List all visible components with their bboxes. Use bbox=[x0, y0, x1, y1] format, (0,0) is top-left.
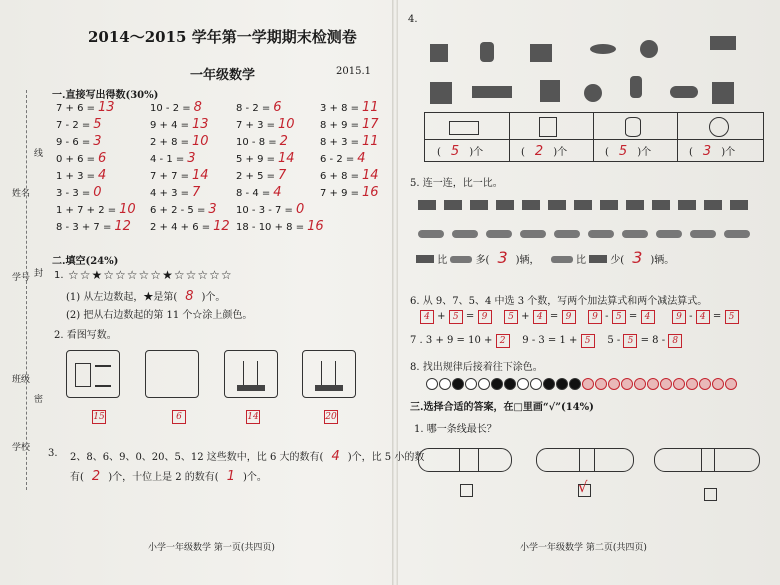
calc-question: 8 + 3 = bbox=[320, 137, 360, 148]
bead bbox=[569, 378, 581, 390]
q3-1-text: 1. 哪一条线最长？ bbox=[414, 424, 497, 435]
bead bbox=[712, 378, 724, 390]
abacus-base bbox=[237, 385, 265, 391]
truck-icon bbox=[678, 200, 696, 210]
calc-answer[interactable]: 10 bbox=[278, 117, 295, 132]
truck-icon bbox=[496, 200, 514, 210]
q1a-text: (1) 从左边数起，★是第( 8 )个。 bbox=[66, 289, 226, 304]
calc-answer[interactable]: 2 bbox=[279, 134, 288, 149]
calc-item bbox=[236, 202, 304, 217]
rope-wrap bbox=[701, 449, 715, 471]
page1-footer: 小学一年级数学 第一页(共四页) bbox=[148, 543, 275, 553]
calc-answer[interactable]: 7 bbox=[278, 168, 287, 183]
truck-icon bbox=[416, 255, 434, 263]
calc-answer[interactable]: 6 bbox=[273, 100, 282, 115]
page2-footer: 小学一年级数学 第二页(共四页) bbox=[520, 543, 647, 553]
calc-answer[interactable]: 3 bbox=[208, 202, 217, 217]
q4-answer-cuboid[interactable]: ( 5 )个 bbox=[437, 144, 484, 159]
calc-question: 2 + 8 = bbox=[150, 137, 190, 148]
calc-question: 10 - 8 = bbox=[236, 137, 277, 148]
truck-icon bbox=[470, 200, 488, 210]
calc-item bbox=[150, 185, 200, 200]
calc-question: 2 + 4 + 6 = bbox=[150, 222, 211, 233]
car-icon bbox=[486, 230, 512, 238]
calc-item bbox=[56, 100, 115, 115]
calc-item bbox=[320, 168, 379, 183]
empty-picture bbox=[145, 350, 199, 398]
bead bbox=[608, 378, 620, 390]
q2-text: 2. 看图写数。 bbox=[54, 330, 117, 341]
truck-icon bbox=[522, 200, 540, 210]
q6-answer-box[interactable]: 4 bbox=[641, 310, 655, 324]
calc-answer[interactable]: 16 bbox=[362, 185, 379, 200]
car-icon bbox=[418, 230, 444, 238]
abacus-picture-2 bbox=[302, 350, 356, 398]
calc-item bbox=[320, 117, 379, 132]
q3-num: 3. bbox=[48, 448, 58, 459]
calc-item bbox=[150, 202, 217, 217]
q6-answer-box[interactable]: 4 bbox=[420, 310, 434, 324]
q7-answer-2: 5 bbox=[581, 334, 595, 348]
bead bbox=[582, 378, 594, 390]
side-line: 线 bbox=[34, 149, 44, 159]
calc-item bbox=[56, 117, 102, 132]
q6-answer-box[interactable]: 5 bbox=[612, 310, 626, 324]
bead bbox=[686, 378, 698, 390]
q4-col-divider bbox=[509, 113, 510, 161]
section-1-heading: 一.直接写出得数(30%) bbox=[52, 90, 159, 101]
calc-item bbox=[320, 100, 379, 115]
q1b-text: (2) 把从右边数起的第 11 个☆涂上颜色。 bbox=[66, 310, 253, 321]
bead bbox=[517, 378, 529, 390]
side-id: 学号 bbox=[12, 273, 31, 283]
q4-row-divider bbox=[425, 139, 763, 140]
car-icon bbox=[690, 230, 716, 238]
abacus-rod bbox=[321, 361, 322, 385]
page-fold bbox=[392, 0, 398, 585]
bead bbox=[504, 378, 516, 390]
bead bbox=[673, 378, 685, 390]
cube-solid-icon bbox=[430, 44, 448, 62]
q2-answer-box-2[interactable]: 6 bbox=[172, 404, 186, 424]
exam-title: 2014～2015 学年第一学期期末检测卷 bbox=[88, 28, 357, 46]
calc-answer[interactable]: 4 bbox=[98, 168, 107, 183]
bead bbox=[543, 378, 555, 390]
q3-answer-2: 2 bbox=[91, 469, 101, 484]
q7-row: 7 . 3 + 9 = 10 + 2 9 - 3 = 1 + 5 5 - 5 = 8 - 8 bbox=[410, 334, 682, 348]
q6-answer-box[interactable]: 5 bbox=[725, 310, 739, 324]
q5-answer-line: 比 多( 3 )辆， 比 少( 3 )辆。 bbox=[416, 248, 674, 267]
calc-item bbox=[320, 134, 379, 149]
choice-box-3[interactable] bbox=[704, 488, 717, 501]
calc-item bbox=[236, 219, 324, 234]
calc-item bbox=[56, 151, 106, 166]
cuboid-solid-icon bbox=[710, 36, 736, 50]
calc-answer[interactable]: 17 bbox=[362, 117, 379, 132]
log-short bbox=[418, 448, 512, 472]
calc-item bbox=[150, 168, 209, 183]
side-school: 学校 bbox=[12, 443, 31, 453]
truck-icon bbox=[626, 200, 644, 210]
bundle-picture bbox=[66, 350, 120, 398]
calc-question: 10 - 2 = bbox=[150, 103, 191, 114]
exam-subject: 一年级数学 bbox=[190, 68, 256, 83]
calc-item bbox=[150, 219, 230, 234]
q1a-answer: 8 bbox=[185, 289, 194, 304]
q4-answer-cube[interactable]: ( 2 )个 bbox=[521, 144, 568, 159]
abacus-rod bbox=[335, 361, 336, 385]
q6-answer-box[interactable]: 5 bbox=[449, 310, 463, 324]
car-icon bbox=[554, 230, 580, 238]
bead bbox=[556, 378, 568, 390]
q8-text: 8. 找出规律后接着往下涂色。 bbox=[410, 362, 543, 373]
cylinder-solid-icon bbox=[630, 76, 642, 98]
q3-line2: 有( 2 )个，十位上是 2 的数有( 1 )个。 bbox=[70, 469, 267, 484]
cube-solid-icon bbox=[430, 82, 452, 104]
calc-answer[interactable]: 6 bbox=[98, 151, 107, 166]
cube-solid-icon bbox=[540, 80, 560, 102]
calc-question: 7 + 6 = bbox=[56, 103, 96, 114]
calc-question: 4 - 1 = bbox=[150, 154, 185, 165]
calc-question: 5 + 9 = bbox=[236, 154, 276, 165]
calc-question: 10 - 3 - 7 = bbox=[236, 205, 293, 216]
cuboid-icon bbox=[449, 121, 479, 135]
car-icon bbox=[520, 230, 546, 238]
truck-icon bbox=[548, 200, 566, 210]
calc-item bbox=[320, 151, 366, 166]
calc-answer[interactable]: 11 bbox=[362, 100, 379, 115]
sphere-solid-icon bbox=[640, 40, 658, 58]
q6-text: 6. 从 9、7、5、4 中选 3 个数，写两个加法算式和两个减法算式。 bbox=[410, 296, 708, 307]
bead bbox=[725, 378, 737, 390]
calc-answer[interactable]: 14 bbox=[278, 151, 295, 166]
abacus-rod bbox=[257, 361, 258, 385]
calc-answer[interactable]: 5 bbox=[93, 117, 102, 132]
calc-question: 7 - 2 = bbox=[56, 120, 91, 131]
calc-item bbox=[236, 117, 295, 132]
truck-icon bbox=[730, 200, 748, 210]
calc-question: 18 - 10 + 8 = bbox=[236, 222, 305, 233]
calc-question: 6 + 8 = bbox=[320, 171, 360, 182]
sphere-icon bbox=[709, 117, 729, 137]
q3-answer-1: 4 bbox=[331, 449, 340, 464]
calc-answer[interactable]: 11 bbox=[362, 134, 379, 149]
calc-item bbox=[56, 202, 136, 217]
q6-equation: 9 - 5 = 4 bbox=[588, 310, 655, 324]
q5-answer-2: 3 bbox=[632, 248, 643, 267]
bead bbox=[595, 378, 607, 390]
calc-question: 6 + 2 - 5 = bbox=[150, 205, 206, 216]
truck-icon bbox=[652, 200, 670, 210]
calc-answer[interactable]: 14 bbox=[192, 168, 209, 183]
calc-item bbox=[56, 219, 131, 234]
bead bbox=[621, 378, 633, 390]
q4-label: 4. bbox=[408, 14, 418, 25]
calc-answer[interactable]: 0 bbox=[93, 185, 102, 200]
bead bbox=[634, 378, 646, 390]
bead bbox=[465, 378, 477, 390]
checkmark: √ bbox=[578, 478, 588, 496]
q4-col-divider bbox=[593, 113, 594, 161]
rope-wrap bbox=[579, 449, 595, 471]
q7-answer-3: 5 bbox=[623, 334, 637, 348]
calc-item bbox=[56, 168, 106, 183]
calc-answer[interactable]: 10 bbox=[119, 202, 136, 217]
q6-answer-box[interactable]: 9 bbox=[478, 310, 492, 324]
side-seal: 封 bbox=[34, 269, 44, 279]
car-icon bbox=[622, 230, 648, 238]
cuboid-solid-icon bbox=[472, 86, 512, 98]
section-3-heading: 三.选择合适的答案，在□里画“√”(14%) bbox=[410, 402, 594, 413]
truck-icon bbox=[444, 200, 462, 210]
q1-stars: ☆☆★☆☆☆☆☆★☆☆☆☆☆ bbox=[68, 268, 233, 282]
calc-answer[interactable]: 13 bbox=[98, 100, 115, 115]
q7-answer-1: 2 bbox=[496, 334, 510, 348]
calc-question: 8 + 9 = bbox=[320, 120, 360, 131]
calc-question: 7 + 9 = bbox=[320, 188, 360, 199]
q3-answer-3: 1 bbox=[226, 469, 235, 484]
q4-answer-cylinder[interactable]: ( 5 )个 bbox=[605, 144, 652, 159]
calc-answer[interactable]: 12 bbox=[114, 219, 131, 234]
car-icon bbox=[551, 256, 573, 263]
q5-text: 5. 连一连，比一比。 bbox=[410, 178, 503, 189]
cylinder-solid-icon bbox=[670, 86, 698, 98]
bead bbox=[647, 378, 659, 390]
truck-icon bbox=[574, 200, 592, 210]
q4-table bbox=[424, 112, 764, 162]
log-middle bbox=[536, 448, 634, 472]
truck-icon bbox=[589, 255, 607, 263]
q6-answer-box[interactable]: 5 bbox=[504, 310, 518, 324]
q2-answer-box-3[interactable]: 14 bbox=[247, 412, 259, 422]
car-icon bbox=[452, 230, 478, 238]
calc-answer[interactable]: 16 bbox=[307, 219, 324, 234]
calc-question: 3 + 8 = bbox=[320, 103, 360, 114]
bead bbox=[452, 378, 464, 390]
calc-answer[interactable]: 4 bbox=[273, 185, 282, 200]
q4-answer-sphere[interactable]: ( 3 )个 bbox=[689, 144, 736, 159]
q6-equation: 5 + 4 = 9 bbox=[504, 310, 576, 324]
q6-answer-box[interactable]: 9 bbox=[562, 310, 576, 324]
bead bbox=[439, 378, 451, 390]
bead bbox=[699, 378, 711, 390]
calc-item bbox=[236, 168, 286, 183]
calc-item bbox=[150, 117, 209, 132]
calc-item bbox=[56, 185, 102, 200]
abacus-picture-1 bbox=[224, 350, 278, 398]
q7-answer-4: 8 bbox=[668, 334, 682, 348]
calc-answer[interactable]: 3 bbox=[93, 134, 102, 149]
log-long bbox=[654, 448, 760, 472]
calc-question: 1 + 3 = bbox=[56, 171, 96, 182]
calc-answer[interactable]: 7 bbox=[192, 185, 201, 200]
bead bbox=[660, 378, 672, 390]
cube-icon bbox=[539, 117, 557, 137]
car-icon bbox=[588, 230, 614, 238]
calc-answer[interactable]: 3 bbox=[187, 151, 196, 166]
q5-answer-1: 3 bbox=[497, 248, 508, 267]
calc-question: 1 + 7 + 2 = bbox=[56, 205, 117, 216]
calc-item bbox=[236, 185, 282, 200]
calc-question: 9 - 6 = bbox=[56, 137, 91, 148]
calc-question: 8 - 4 = bbox=[236, 188, 271, 199]
car-icon bbox=[724, 230, 750, 238]
calc-question: 6 - 2 = bbox=[320, 154, 355, 165]
calc-answer[interactable]: 12 bbox=[213, 219, 230, 234]
cylinder-solid-icon bbox=[480, 42, 494, 62]
choice-box-1[interactable] bbox=[460, 484, 473, 497]
bead bbox=[478, 378, 490, 390]
car-icon bbox=[450, 256, 472, 263]
calc-answer[interactable]: 4 bbox=[357, 151, 366, 166]
q2-answer-box-4[interactable]: 20 bbox=[325, 412, 337, 422]
calc-item bbox=[150, 100, 202, 115]
calc-question: 2 + 5 = bbox=[236, 171, 276, 182]
calc-item bbox=[236, 100, 282, 115]
q6-answer-box[interactable]: 9 bbox=[672, 310, 686, 324]
q6-answer-box[interactable]: 4 bbox=[696, 310, 710, 324]
side-class: 班级 bbox=[12, 375, 31, 385]
calc-item bbox=[56, 134, 102, 149]
calc-answer[interactable]: 14 bbox=[362, 168, 379, 183]
car-icon bbox=[656, 230, 682, 238]
bead bbox=[426, 378, 438, 390]
abacus-base bbox=[315, 385, 343, 391]
q2-answer-box-1[interactable]: 15 bbox=[93, 412, 105, 422]
calc-answer[interactable]: 10 bbox=[192, 134, 209, 149]
q1-label: 1. bbox=[54, 270, 64, 281]
side-secret: 密 bbox=[34, 395, 44, 405]
cylinder-icon bbox=[625, 117, 641, 137]
calc-item bbox=[150, 151, 196, 166]
q6-answer-box[interactable]: 9 bbox=[588, 310, 602, 324]
section-2-heading: 二.填空(24%) bbox=[52, 256, 119, 267]
calc-item bbox=[236, 134, 288, 149]
seal-line bbox=[26, 90, 27, 490]
q3-line1: 2、8、6、9、0、20、5、12 这些数中，比 6 大的数有( 4 )个，比 5 小的数 bbox=[70, 449, 425, 464]
bundle-sticks bbox=[75, 363, 91, 387]
q6-equation: 9 - 4 = 5 bbox=[672, 310, 739, 324]
exam-date: 2015.1 bbox=[336, 66, 371, 77]
rope-wrap bbox=[459, 449, 479, 471]
calc-answer[interactable]: 8 bbox=[193, 100, 202, 115]
q6-equation: 4 + 5 = 9 bbox=[420, 310, 492, 324]
calc-question: 8 - 2 = bbox=[236, 103, 271, 114]
sphere-solid-icon bbox=[584, 84, 602, 102]
calc-item bbox=[150, 134, 209, 149]
calc-question: 7 + 7 = bbox=[150, 171, 190, 182]
side-name: 姓名 bbox=[12, 189, 31, 199]
calc-question: 9 + 4 = bbox=[150, 120, 190, 131]
q6-answer-box[interactable]: 4 bbox=[533, 310, 547, 324]
truck-icon bbox=[600, 200, 618, 210]
calc-question: 3 - 3 = bbox=[56, 188, 91, 199]
bead bbox=[530, 378, 542, 390]
calc-question: 8 - 3 + 7 = bbox=[56, 222, 112, 233]
q4-col-divider bbox=[677, 113, 678, 161]
cube-solid-icon bbox=[530, 44, 552, 62]
calc-answer[interactable]: 13 bbox=[192, 117, 209, 132]
cuboid-solid-icon bbox=[712, 82, 734, 104]
abacus-rod bbox=[243, 361, 244, 385]
bead bbox=[491, 378, 503, 390]
calc-question: 0 + 6 = bbox=[56, 154, 96, 165]
truck-icon bbox=[704, 200, 722, 210]
truck-icon bbox=[418, 200, 436, 210]
calc-item bbox=[236, 151, 295, 166]
loose-sticks bbox=[95, 365, 111, 387]
calc-question: 4 + 3 = bbox=[150, 188, 190, 199]
calc-answer[interactable]: 0 bbox=[295, 202, 305, 217]
calc-question: 7 + 3 = bbox=[236, 120, 276, 131]
calc-item bbox=[320, 185, 379, 200]
cylinder-solid-icon bbox=[590, 44, 616, 54]
